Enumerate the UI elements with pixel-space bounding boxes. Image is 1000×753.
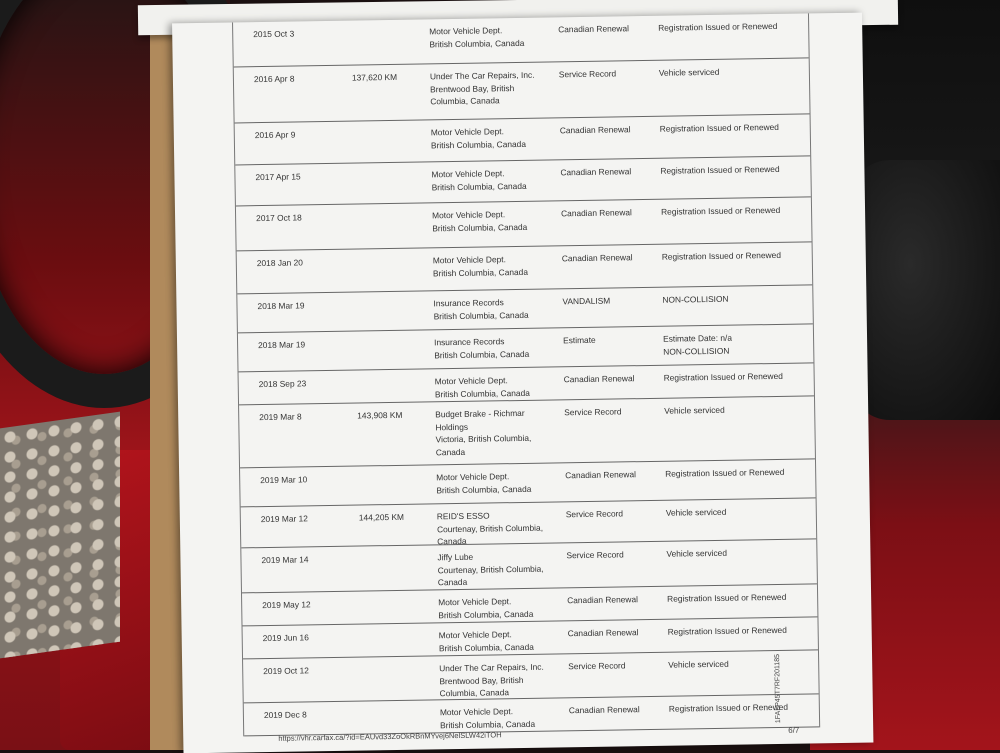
- record-source: [437, 549, 558, 588]
- vehicle-history-table: [232, 13, 820, 736]
- record-comments-line: Registration Issued or Renewed: [665, 466, 785, 479]
- carfax-document-page: [172, 13, 873, 753]
- record-source-line: British Columbia, Canada: [434, 387, 530, 399]
- record-source: [429, 23, 549, 50]
- record-date: 2016 Apr 8: [253, 73, 295, 85]
- record-source-line: Motor Vehicle Dept.: [431, 168, 505, 180]
- record-comments: [658, 19, 808, 34]
- record-source-line: British Columbia, Canada: [432, 266, 529, 278]
- footer-url: https://vhr.carfax.ca/?id=EAUvd33ZoOkRBnMYvej6NelSLW42iTOH: [278, 730, 502, 743]
- record-source-line: Holdings: [435, 421, 469, 432]
- record-source-line: Budget Brake - Richmar: [435, 407, 525, 420]
- record-source-line: Motor Vehicle Dept.: [430, 126, 504, 138]
- record-source-line: Columbia, Canada: [430, 95, 500, 107]
- record-comments-line: Registration Issued or Renewed: [659, 121, 780, 134]
- record-comments: [663, 330, 813, 357]
- record-type: Canadian Renewal: [561, 252, 633, 264]
- record-source-line: REID'S ESSO: [436, 510, 490, 522]
- record-comments: [661, 203, 811, 218]
- record-type: VANDALISM: [562, 295, 611, 307]
- record-source: [431, 124, 551, 151]
- record-type: Canadian Renewal: [567, 627, 639, 639]
- record-date: 2019 Jun 16: [262, 632, 309, 644]
- record-source-line: Motor Vehicle Dept.: [429, 25, 503, 37]
- record-date: 2015 Oct 3: [253, 28, 295, 40]
- record-source-line: Motor Vehicle Dept.: [432, 209, 506, 221]
- record-odometer: 144,205 KM: [358, 511, 405, 523]
- record-source-line: Insurance Records: [434, 336, 505, 348]
- record-comments: [668, 623, 818, 638]
- record-comments-line: NON-COLLISION: [663, 345, 730, 357]
- record-comments-line: Registration Issued or Renewed: [663, 370, 783, 383]
- record-comments-line: NON-COLLISION: [662, 293, 729, 305]
- record-type: Canadian Renewal: [559, 124, 631, 136]
- record-date: 2018 Jan 20: [256, 257, 304, 269]
- record-source-line: Jiffy Lube: [437, 551, 474, 563]
- record-source-line: British Columbia, Canada: [432, 221, 528, 233]
- record-comments-line: Registration Issued or Renewed: [660, 163, 780, 176]
- record-source: [431, 166, 551, 193]
- record-comments-line: Registration Issued or Renewed: [658, 20, 778, 33]
- record-type: Canadian Renewal: [567, 594, 639, 606]
- record-comments: [666, 504, 816, 519]
- record-source-line: Motor Vehicle Dept.: [436, 471, 510, 483]
- record-source: [439, 660, 560, 699]
- record-comments: [660, 162, 810, 177]
- record-comments-line: Vehicle serviced: [658, 66, 720, 78]
- page-number: 6/7: [788, 725, 800, 735]
- record-type: Canadian Renewal: [560, 207, 632, 219]
- record-type: Service Record: [564, 406, 622, 418]
- record-source-line: British Columbia, Canada: [433, 309, 529, 321]
- record-type: Service Record: [566, 549, 624, 561]
- record-type: Canadian Renewal: [560, 166, 632, 178]
- record-comments-line: Registration Issued or Renewed: [661, 249, 782, 262]
- record-source-line: Motor Vehicle Dept.: [434, 375, 508, 387]
- record-date: 2017 Apr 15: [255, 171, 301, 183]
- record-comments: [662, 248, 812, 263]
- record-source: [436, 469, 556, 496]
- record-odometer: 137,620 KM: [351, 71, 398, 83]
- gravel-ground: [0, 412, 120, 659]
- record-date: 2019 May 12: [262, 599, 311, 611]
- table-row: [234, 58, 810, 123]
- record-source: [439, 627, 559, 654]
- record-source: [432, 207, 552, 234]
- record-date: 2019 Mar 10: [260, 474, 308, 486]
- record-source-line: Brentwood Bay, British: [439, 674, 524, 686]
- dark-seat: [850, 160, 1000, 420]
- record-comments: [659, 64, 809, 79]
- record-date: 2019 Mar 8: [259, 411, 302, 423]
- record-source: [430, 68, 551, 107]
- record-type: Service Record: [558, 68, 617, 80]
- table-row: [239, 396, 815, 468]
- record-source-line: Canada: [435, 446, 466, 457]
- record-source: [433, 252, 553, 279]
- record-comments: [667, 590, 817, 605]
- record-type: Canadian Renewal: [558, 23, 630, 35]
- record-date: 2019 Oct 12: [263, 665, 309, 677]
- record-source-line: British Columbia, Canada: [438, 641, 534, 653]
- record-comments-line: Estimate Date: n/a: [662, 332, 733, 344]
- record-source: [440, 704, 560, 731]
- record-comments: [669, 700, 819, 715]
- record-source-line: Courtenay, British Columbia,: [437, 563, 544, 575]
- record-source-line: British Columbia, Canada: [429, 37, 525, 49]
- record-source: [434, 334, 554, 361]
- record-source-line: British Columbia, Canada: [436, 483, 532, 495]
- record-comments-line: Registration Issued or Renewed: [660, 204, 781, 217]
- record-date: 2019 Mar 12: [260, 513, 308, 525]
- record-source-line: British Columbia, Canada: [434, 348, 530, 360]
- record-comments: [660, 120, 810, 135]
- record-date: 2019 Dec 8: [263, 709, 307, 721]
- record-comments: [665, 465, 815, 480]
- record-source: [435, 406, 556, 458]
- record-type: Canadian Renewal: [563, 373, 635, 385]
- record-source-line: Courtenay, British Columbia,: [436, 522, 544, 534]
- record-date: 2016 Apr 9: [254, 129, 296, 141]
- record-comments-line: Vehicle serviced: [666, 547, 728, 559]
- record-comments-line: Vehicle serviced: [664, 404, 725, 416]
- record-source-line: Motor Vehicle Dept.: [439, 706, 514, 718]
- record-source: [437, 508, 558, 547]
- record-type: Service Record: [565, 508, 624, 520]
- record-comments-line: Vehicle serviced: [668, 658, 729, 670]
- record-source-line: Victoria, British Columbia,: [435, 432, 532, 445]
- record-comments: [668, 656, 818, 671]
- record-type: Canadian Renewal: [568, 704, 640, 716]
- record-source-line: Under The Car Repairs, Inc.: [439, 661, 544, 674]
- record-source-line: British Columbia, Canada: [438, 608, 534, 620]
- record-source-line: British Columbia, Canada: [430, 138, 527, 150]
- record-source-line: Insurance Records: [433, 297, 504, 309]
- vin-side-code: 1FALP45T7RF201185: [774, 653, 783, 724]
- record-source-line: British Columbia, Canada: [431, 180, 527, 192]
- record-source-line: Motor Vehicle Dept.: [438, 596, 512, 608]
- record-source-line: Under The Car Repairs, Inc.: [429, 69, 535, 82]
- record-source-line: Columbia, Canada: [439, 687, 510, 699]
- record-source-line: Motor Vehicle Dept.: [438, 629, 512, 641]
- record-source-line: Canada: [437, 535, 467, 547]
- record-source: [433, 295, 553, 322]
- record-type: Estimate: [562, 334, 596, 346]
- record-source: [438, 594, 558, 621]
- record-source-line: British Columbia, Canada: [440, 718, 536, 730]
- record-source-line: Motor Vehicle Dept.: [432, 254, 506, 266]
- record-comments: [664, 402, 814, 417]
- record-date: 2019 Mar 14: [261, 554, 309, 566]
- record-comments-line: Registration Issued or Renewed: [667, 591, 787, 604]
- record-comments: [664, 369, 814, 384]
- record-date: 2017 Oct 18: [256, 212, 302, 224]
- record-source-line: Canada: [437, 576, 468, 588]
- record-comments: [666, 545, 816, 560]
- record-date: 2018 Mar 19: [257, 300, 305, 312]
- record-comments-line: Vehicle serviced: [665, 506, 727, 518]
- record-type: Canadian Renewal: [565, 469, 637, 481]
- record-comments: [662, 291, 812, 306]
- record-comments-line: Registration Issued or Renewed: [668, 701, 789, 714]
- record-source: [435, 373, 555, 400]
- record-date: 2018 Sep 23: [258, 378, 307, 390]
- record-source-line: Brentwood Bay, British: [430, 82, 515, 94]
- record-comments-line: Registration Issued or Renewed: [667, 624, 787, 637]
- record-odometer: 143,908 KM: [357, 409, 403, 421]
- record-type: Service Record: [568, 660, 626, 672]
- record-date: 2018 Mar 19: [258, 339, 306, 351]
